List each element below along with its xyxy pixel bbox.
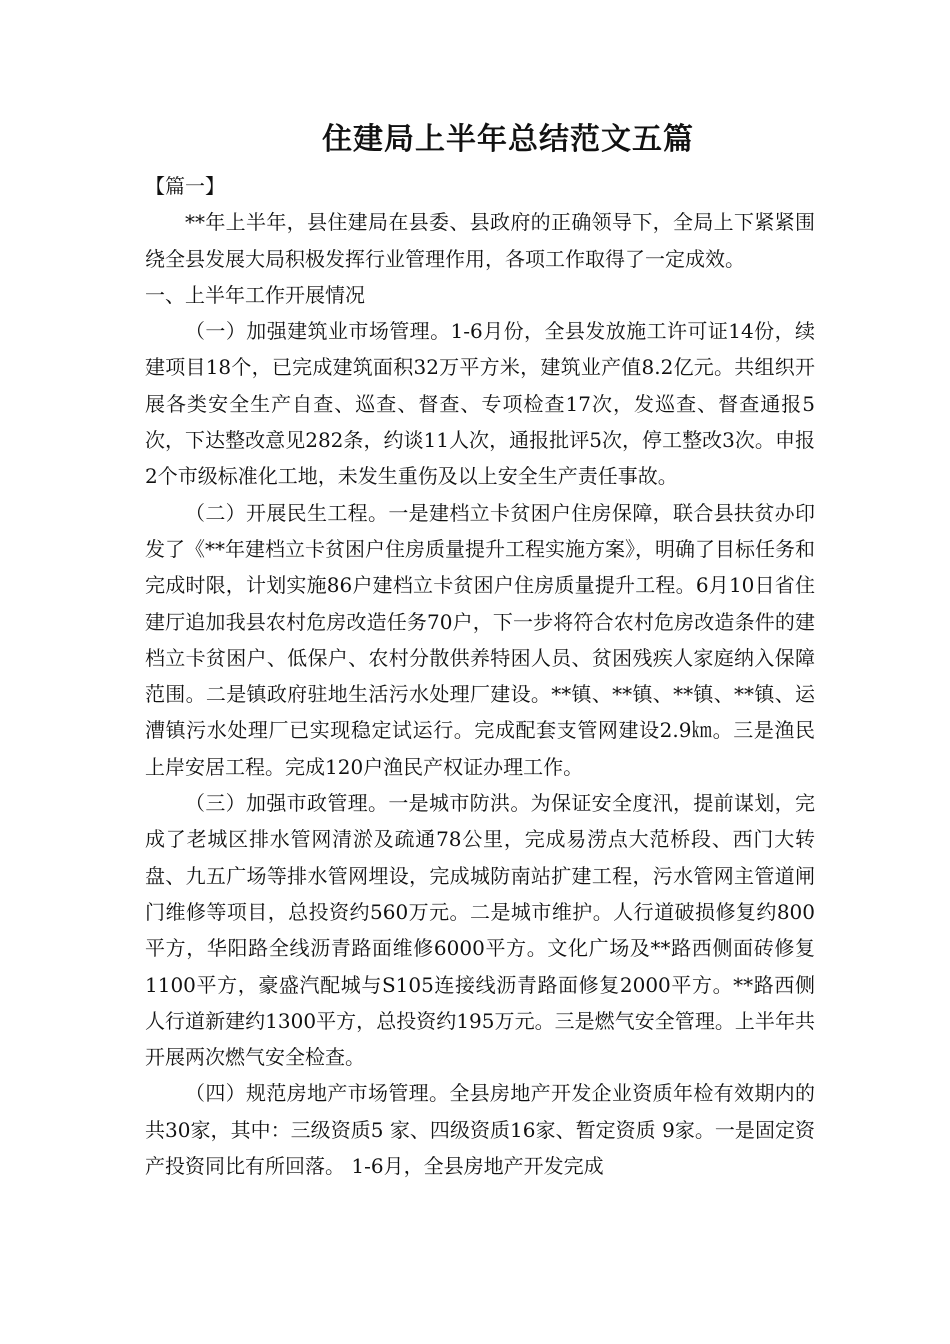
paragraph-municipal-management: （三）加强市政管理。一是城市防洪。为保证安全度汛，提前谋划，完成了老城区排水管网清淤及疏通78公里，完成易涝点大范桥段、西门大转盘、九五广场等排水管网埋设，完成城防南站扩建工程，污水管网主管道闸门维修等项目，总投资约560万元。二是城市维护。人行道破损修复约800平方，华阳路全线沥青路面维修6000平方。文化广场及**路西侧面砖修复1100平方，豪盛汽配城与S105连接线沥青路面修复2000平方。**路西侧人行道新建约1300平方，总投资约195万元。三是燃气安全管理。上半年共开展两次燃气安全检查。 bbox=[145, 791, 815, 1070]
document-body bbox=[145, 168, 815, 1184]
section-heading: 一、上半年工作开展情况 bbox=[145, 282, 365, 307]
intro-paragraph: **年上半年，县住建局在县委、县政府的正确领导下，全局上下紧紧围绕全县发展大局积极发挥行业管理作用，各项工作取得了一定成效。 bbox=[145, 210, 815, 271]
paragraph-livelihood-projects: （二）开展民生工程。一是建档立卡贫困户住房保障，联合县扶贫办印发了《**年建档立卡贫困户住房质量提升工程实施方案》，明确了目标任务和完成时限，计划实施86户建档立卡贫困户住房质量提升工程。6月10日省住建厅追加我县农村危房改造任务70户，下一步将符合农村危房改造条件的建档立卡贫困户、低保户、农村分散供养特困人员、贫困残疾人家庭纳入保障范围。二是镇政府驻地生活污水处理厂建设。**镇、**镇、**镇、**镇、运漕镇污水处理厂已实现稳定试运行。完成配套支管网建设2.9㎞。三是渔民上岸安居工程。完成120户渔民产权证办理工作。 bbox=[145, 500, 815, 779]
part-label: 【篇一】 bbox=[145, 174, 225, 198]
document-title: 住建局上半年总结范文五篇 bbox=[322, 122, 694, 157]
paragraph-real-estate-market: （四）规范房地产市场管理。全县房地产开发企业资质年检有效期内的共30家，其中：三级资质5 家、四级资质16家、暂定资质 9家。一是固定资产投资同比有所回落。 1-6月，全县房地产开发完成 bbox=[145, 1081, 815, 1179]
paragraph-construction-market: （一）加强建筑业市场管理。1-6月份，全县发放施工许可证14份，续建项目18个，已完成建筑面积32万平方米，建筑业产值8.2亿元。共组织开展各类安全生产自查、巡查、督查、专项检查17次，发巡查、督查通报5次，下达整改意见282条，约谈11人次，通报批评5次，停工整改3次。申报2个市级标准化工地，未发生重伤及以上安全生产责任事故。 bbox=[145, 319, 815, 489]
